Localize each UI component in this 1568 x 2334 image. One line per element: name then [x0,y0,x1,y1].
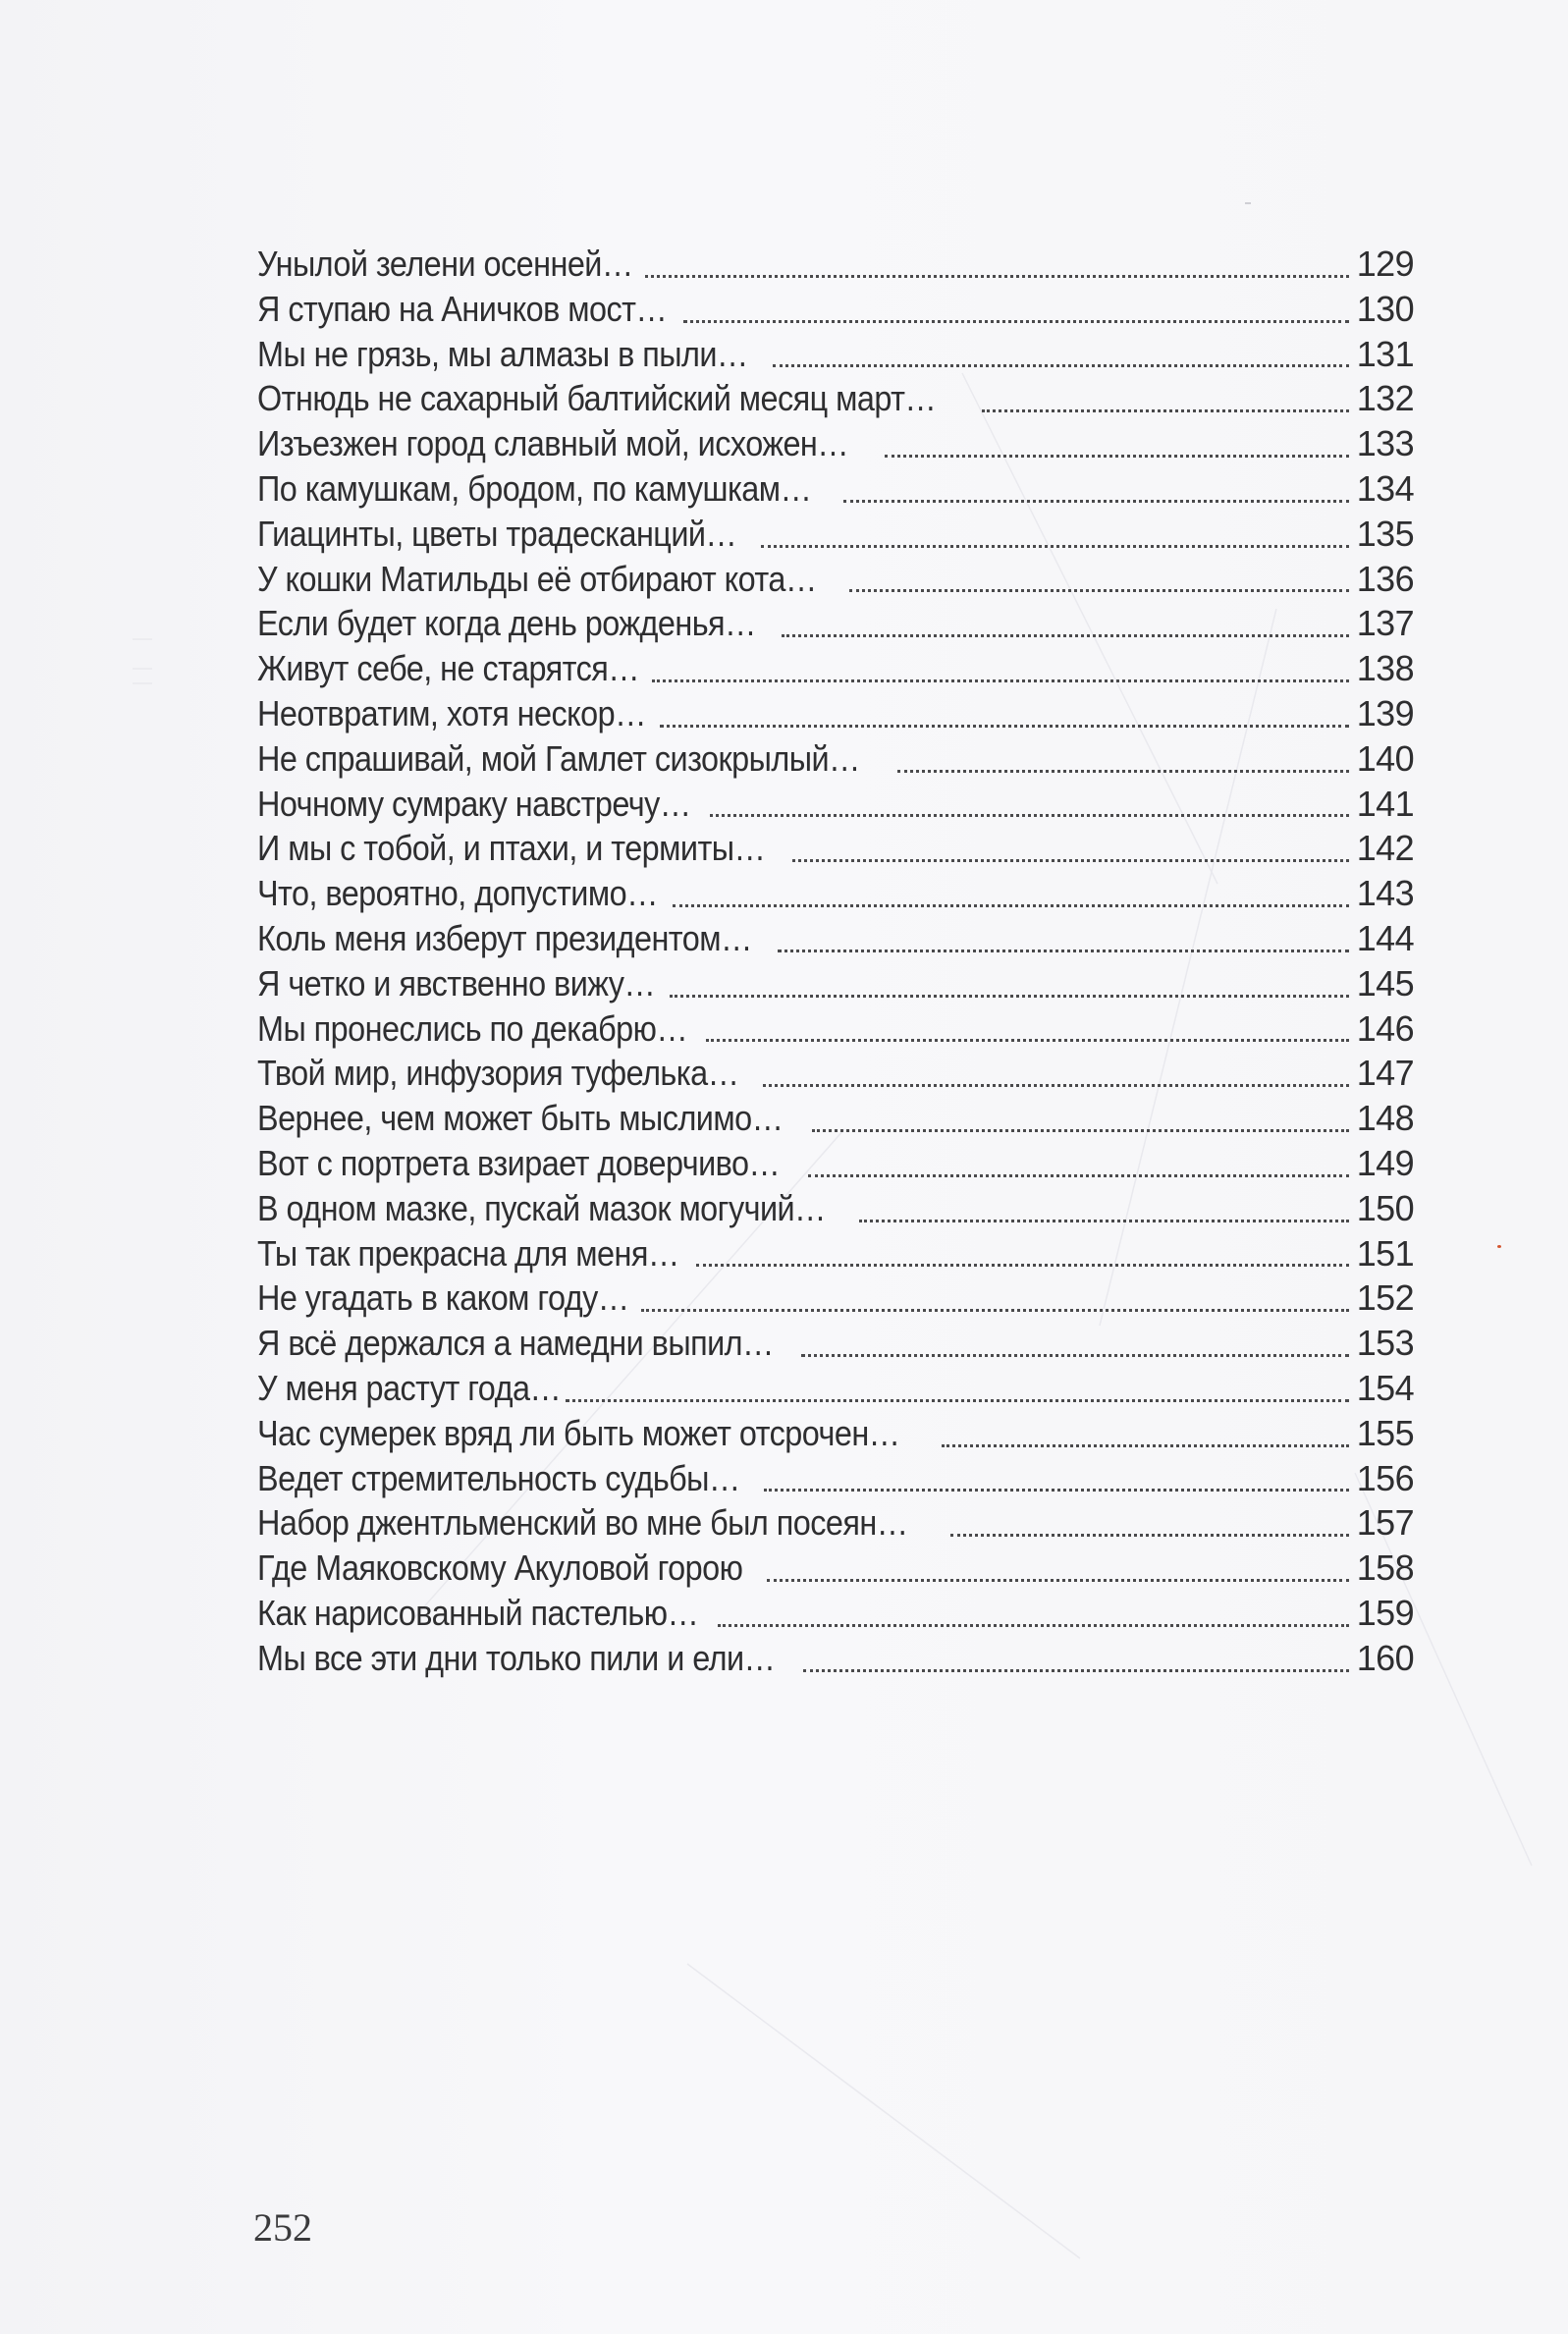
toc-entry-page: 154 [1356,1367,1414,1408]
dot-leader [778,950,1349,952]
scan-mark [133,638,152,640]
toc-entry-title: Ведет стремительность судьбы… [257,1457,740,1498]
dot-leader [706,1039,1349,1042]
dot-leader [859,1220,1349,1222]
toc-entry [257,557,1414,602]
toc-entry-page: 158 [1356,1547,1414,1589]
toc-entry-page: 131 [1356,333,1414,374]
toc-entry [257,1321,1414,1366]
toc-entry-title: Унылой зелени осенней… [257,244,633,284]
toc-entry-title: Гиацинты, цветы традесканций… [257,513,737,554]
toc-entry-title: Где Маяковскому Акуловой горою [257,1547,743,1589]
table-of-contents [257,242,1414,1681]
toc-entry-title: Отнюдь не сахарный балтийский месяц март… [257,378,937,419]
toc-entry-page: 140 [1356,737,1414,779]
toc-entry-page: 150 [1356,1187,1414,1228]
toc-entry [257,242,1414,287]
toc-entry [257,736,1414,782]
toc-entry [257,1186,1414,1231]
toc-entry-page: 152 [1356,1277,1414,1319]
toc-entry [257,782,1414,827]
dot-leader [773,364,1349,367]
toc-entry-title: У меня растут года… [257,1367,562,1408]
toc-entry-title: Мы пронеслись по декабрю… [257,1007,688,1049]
dot-leader [808,1174,1349,1177]
dot-leader [782,634,1349,637]
dot-leader [670,995,1349,998]
toc-entry [257,1096,1414,1141]
toc-entry-title: Не угадать в каком году… [257,1277,629,1319]
toc-entry-page: 153 [1356,1323,1414,1364]
toc-entry-title: Вот с портрета взирает доверчиво… [257,1142,781,1183]
dot-leader [767,1579,1349,1582]
toc-entry [257,1006,1414,1052]
toc-entry-title: Не спрашивай, мой Гамлет сизокрылый… [257,737,860,779]
toc-entry-page: 149 [1356,1142,1414,1183]
dot-leader [763,1084,1349,1087]
dot-leader [801,1354,1349,1357]
toc-entry-title: Коль меня изберут президентом… [257,917,752,958]
toc-entry-page: 138 [1356,648,1414,689]
toc-entry-page: 159 [1356,1592,1414,1633]
toc-entry-title: Живут себе, не старятся… [257,648,640,689]
toc-entry-title: По камушкам, бродом, по камушкам… [257,467,812,509]
toc-entry-title: Ночному сумраку навстречу… [257,783,691,824]
toc-entry-page: 151 [1356,1232,1414,1274]
toc-entry-title: Я всё держался а намедни выпил… [257,1323,774,1364]
toc-entry [257,601,1414,646]
toc-entry [257,332,1414,377]
toc-entry-title: У кошки Матильды её отбирают кота… [257,558,817,599]
toc-entry [257,691,1414,736]
dot-leader [718,1624,1349,1627]
toc-entry-page: 160 [1356,1637,1414,1678]
toc-entry-title: Я четко и явственно вижу… [257,962,656,1004]
toc-entry [257,1051,1414,1096]
toc-entry-title: И мы с тобой, и птахи, и термиты… [257,828,766,869]
toc-entry-page: 141 [1356,783,1414,824]
toc-entry-page: 156 [1356,1457,1414,1498]
toc-entry-page: 142 [1356,828,1414,869]
toc-entry-page: 147 [1356,1053,1414,1094]
toc-entry-title: Если будет когда день рожденья… [257,603,756,644]
toc-entry-title: Мы все эти дни только пили и ели… [257,1637,776,1678]
toc-entry-page: 129 [1356,244,1414,284]
dot-leader [683,320,1349,323]
toc-entry [257,916,1414,961]
dot-leader [696,1264,1349,1267]
toc-entry-page: 136 [1356,558,1414,599]
toc-entry-page: 132 [1356,378,1414,419]
scan-mark [133,682,152,684]
dot-leader [673,904,1349,907]
toc-entry [257,1366,1414,1411]
dot-leader [652,679,1349,682]
toc-entry [257,1591,1414,1636]
page-number: 252 [253,2205,312,2250]
toc-entry [257,1276,1414,1321]
toc-entry [257,1546,1414,1591]
toc-entry-page: 130 [1356,288,1414,329]
toc-entry-page: 155 [1356,1412,1414,1453]
toc-entry [257,421,1414,466]
toc-entry-page: 139 [1356,692,1414,733]
toc-entry [257,466,1414,512]
toc-entry [257,376,1414,421]
scan-speck [1497,1245,1501,1248]
toc-entry-page: 148 [1356,1098,1414,1139]
dot-leader [792,859,1349,862]
toc-entry [257,871,1414,916]
dot-leader [897,770,1349,773]
dot-leader [812,1129,1349,1132]
toc-entry-title: Твой мир, инфузория туфелька… [257,1053,739,1094]
dot-leader [645,275,1349,278]
toc-entry-title: Ты так прекрасна для меня… [257,1232,679,1274]
toc-entry [257,1411,1414,1456]
toc-entry [257,1231,1414,1276]
toc-entry-title: Что, вероятно, допустимо… [257,873,658,914]
dot-leader [982,409,1349,412]
dot-leader [843,500,1349,503]
dot-leader [942,1444,1349,1447]
toc-entry-title: В одном мазке, пускай мазок могучий… [257,1187,826,1228]
dot-leader [710,814,1349,817]
toc-entry-title: Вернее, чем может быть мыслимо… [257,1098,784,1139]
dot-leader [566,1399,1349,1402]
dot-leader [803,1669,1349,1672]
toc-entry [257,826,1414,871]
toc-entry [257,1500,1414,1546]
toc-entry-title: Я ступаю на Аничков мост… [257,288,668,329]
toc-entry [257,512,1414,557]
toc-entry-title: Как нарисованный пастелью… [257,1592,699,1633]
toc-entry [257,1456,1414,1501]
scan-mark [133,668,152,670]
toc-entry-page: 144 [1356,917,1414,958]
toc-entry-title: Набор джентльменский во мне был посеян… [257,1502,908,1544]
toc-entry-page: 133 [1356,423,1414,464]
toc-entry-title: Мы не грязь, мы алмазы в пыли… [257,333,748,374]
toc-entry-page: 157 [1356,1502,1414,1544]
dot-leader [950,1534,1349,1537]
dot-leader [660,725,1349,728]
toc-entry-title: Изъезжен город славный мой, исхожен… [257,423,849,464]
toc-entry [257,961,1414,1006]
dot-leader [849,589,1349,592]
dot-leader [764,1489,1349,1492]
scan-mark [1245,202,1251,204]
toc-entry-page: 143 [1356,873,1414,914]
toc-entry [257,1141,1414,1186]
toc-entry-page: 134 [1356,467,1414,509]
toc-entry [257,287,1414,332]
dot-leader [885,455,1349,458]
toc-entry-page: 145 [1356,962,1414,1004]
dot-leader [761,545,1349,548]
dot-leader [641,1309,1349,1312]
toc-entry-page: 137 [1356,603,1414,644]
toc-entry-page: 146 [1356,1007,1414,1049]
toc-entry [257,1636,1414,1681]
toc-entry [257,646,1414,691]
toc-entry-page: 135 [1356,513,1414,554]
toc-entry-title: Час сумерек вряд ли быть может отсрочен… [257,1412,900,1453]
toc-entry-title: Неотвратим, хотя нескор… [257,692,646,733]
